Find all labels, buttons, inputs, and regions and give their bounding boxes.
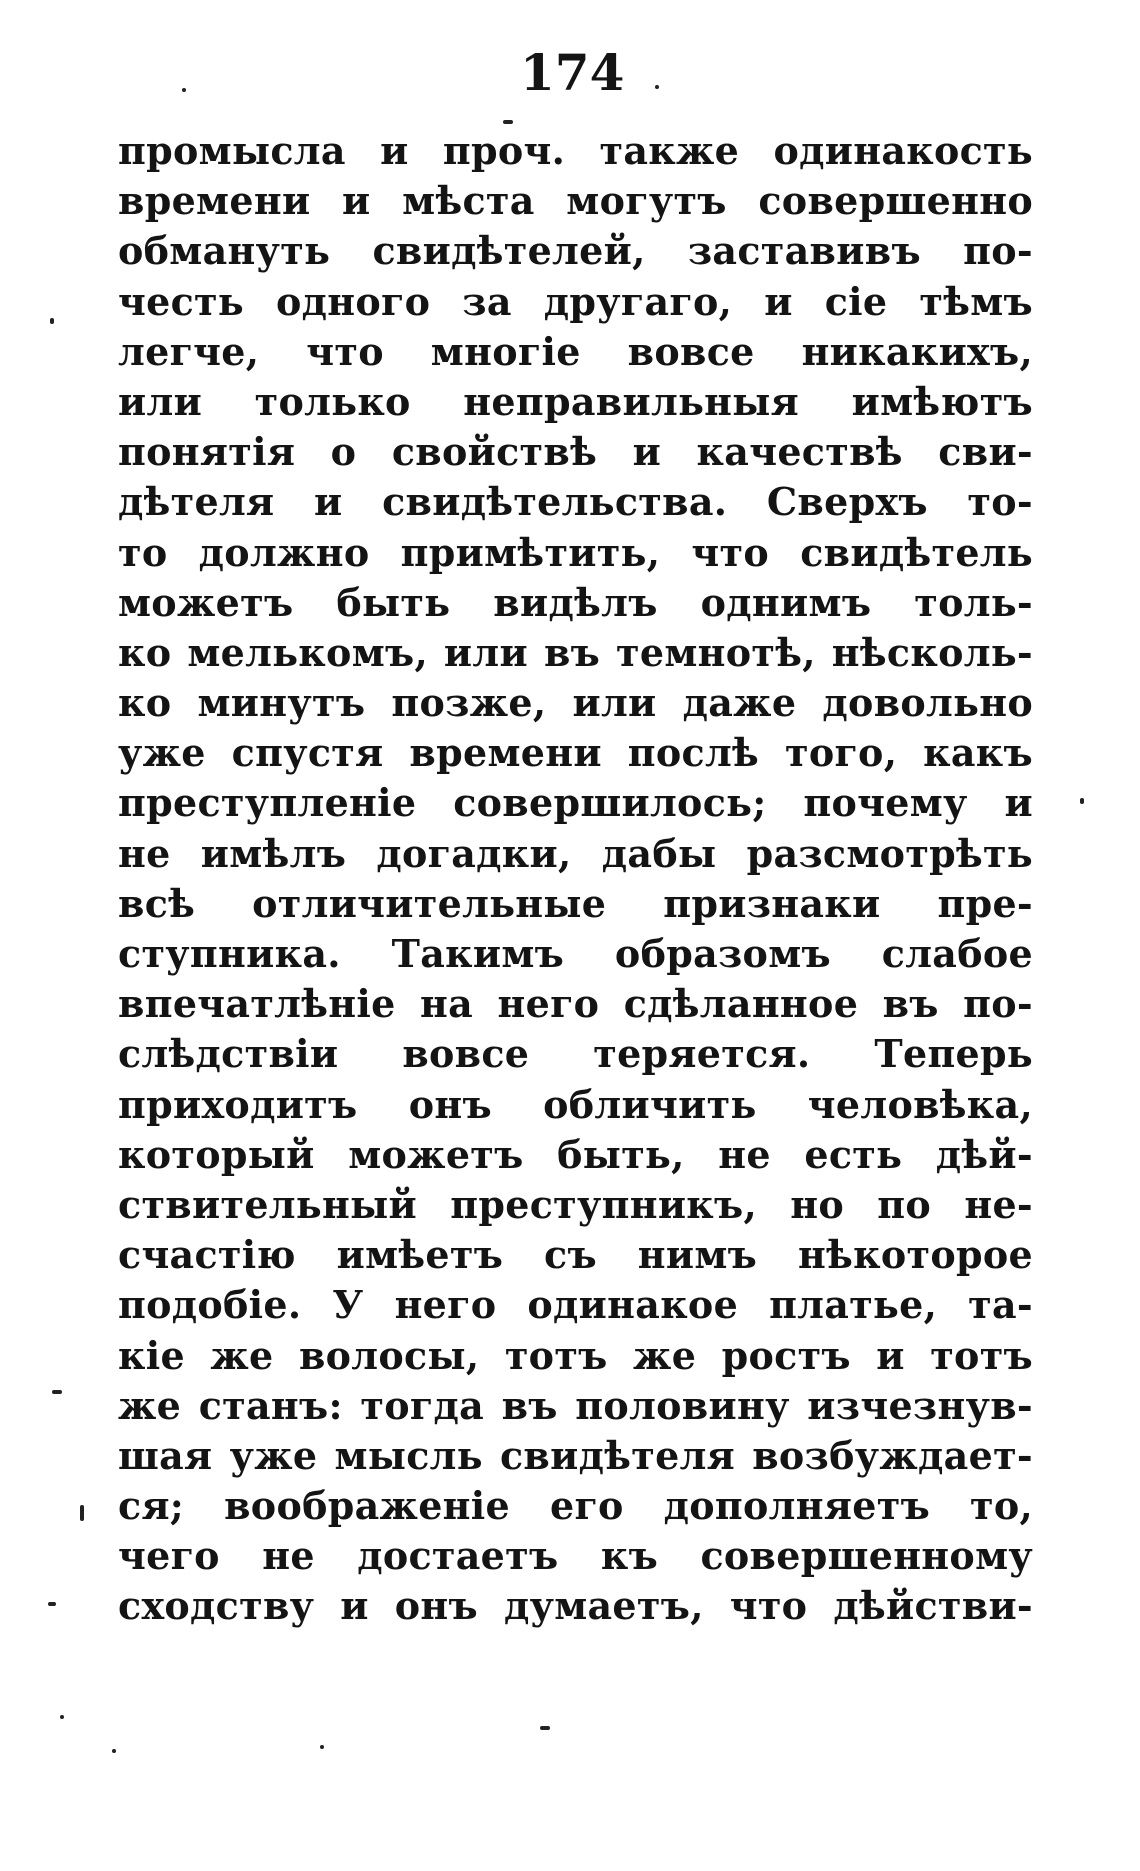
text-line: дѣтеля и свидѣтельства. Сверхъ то- [118,479,1033,525]
text-line: ступника. Такимъ образомъ слабое [118,931,1033,976]
text-line: ко минутъ позже, или даже довольно [118,680,1033,726]
scan-speck [112,1749,116,1753]
scan-speck [48,1602,56,1606]
scan-speck [540,1726,550,1730]
text-line: кіе же волосы, тотъ же ростъ и тотъ [118,1332,1033,1378]
text-line: преступленіе совершилось; почему и [118,780,1033,826]
text-line: понятія о свойствѣ и качествѣ сви- [118,429,1033,475]
text-line: легче, что многіе вовсе никакихъ, [118,328,1033,374]
page-number: 174 [520,43,625,102]
text-line: промысла и проч. также одинакость [118,128,1033,173]
text-line: же станъ: тогда въ половину изчезнув- [118,1382,1033,1428]
text-line: шая уже мысль свидѣтеля возбуждает- [118,1432,1033,1478]
text-line: всѣ отличительные признаки пре- [118,880,1033,926]
body-text [118,126,1033,1632]
scan-speck [503,120,513,124]
scan-speck [50,318,54,324]
text-line: ся; воображеніе его дополняетъ то, [118,1483,1033,1529]
text-line: не имѣлъ догадки, дабы разсмотрѣть [118,830,1033,876]
text-line: ствительный преступникъ, но по не- [118,1181,1033,1227]
scan-speck [80,1505,84,1521]
scan-speck [655,85,659,89]
text-line: счастію имѣетъ съ нимъ нѣкоторое [118,1232,1033,1278]
text-line: подобіе. У него одинакое платье, та- [118,1282,1033,1328]
scan-speck [320,1745,324,1749]
text-line: ко мелькомъ, или въ темнотѣ, нѣсколь- [118,629,1033,675]
text-line: честь одного за другаго, и сіе тѣмъ [118,278,1033,324]
scan-speck [1080,798,1084,804]
scan-speck [182,88,186,92]
text-line: который можетъ быть, не есть дѣй- [118,1131,1033,1177]
text-line: можетъ быть видѣлъ однимъ толь- [118,579,1033,625]
text-line: уже спустя времени послѣ того, какъ [118,730,1033,776]
text-line: чего не достаетъ къ совершенному [118,1533,1033,1579]
text-line: приходитъ онъ обличить человѣка, [118,1081,1033,1127]
text-line: сходству и онъ думаетъ, что дѣйстви- [118,1583,1033,1629]
text-line: то должно примѣтить, что свидѣтель [118,529,1033,575]
text-line: обмануть свидѣтелей, заставивъ по- [118,228,1033,274]
scan-speck [52,1390,62,1394]
text-line: или только неправильныя имѣютъ [118,378,1033,424]
text-line: слѣдствіи вовсе теряется. Теперь [118,1031,1033,1077]
text-line: впечатлѣніе на него сдѣланное въ по- [118,981,1033,1027]
scan-speck [60,1715,64,1719]
text-line: времени и мѣста могутъ совершенно [118,178,1033,224]
